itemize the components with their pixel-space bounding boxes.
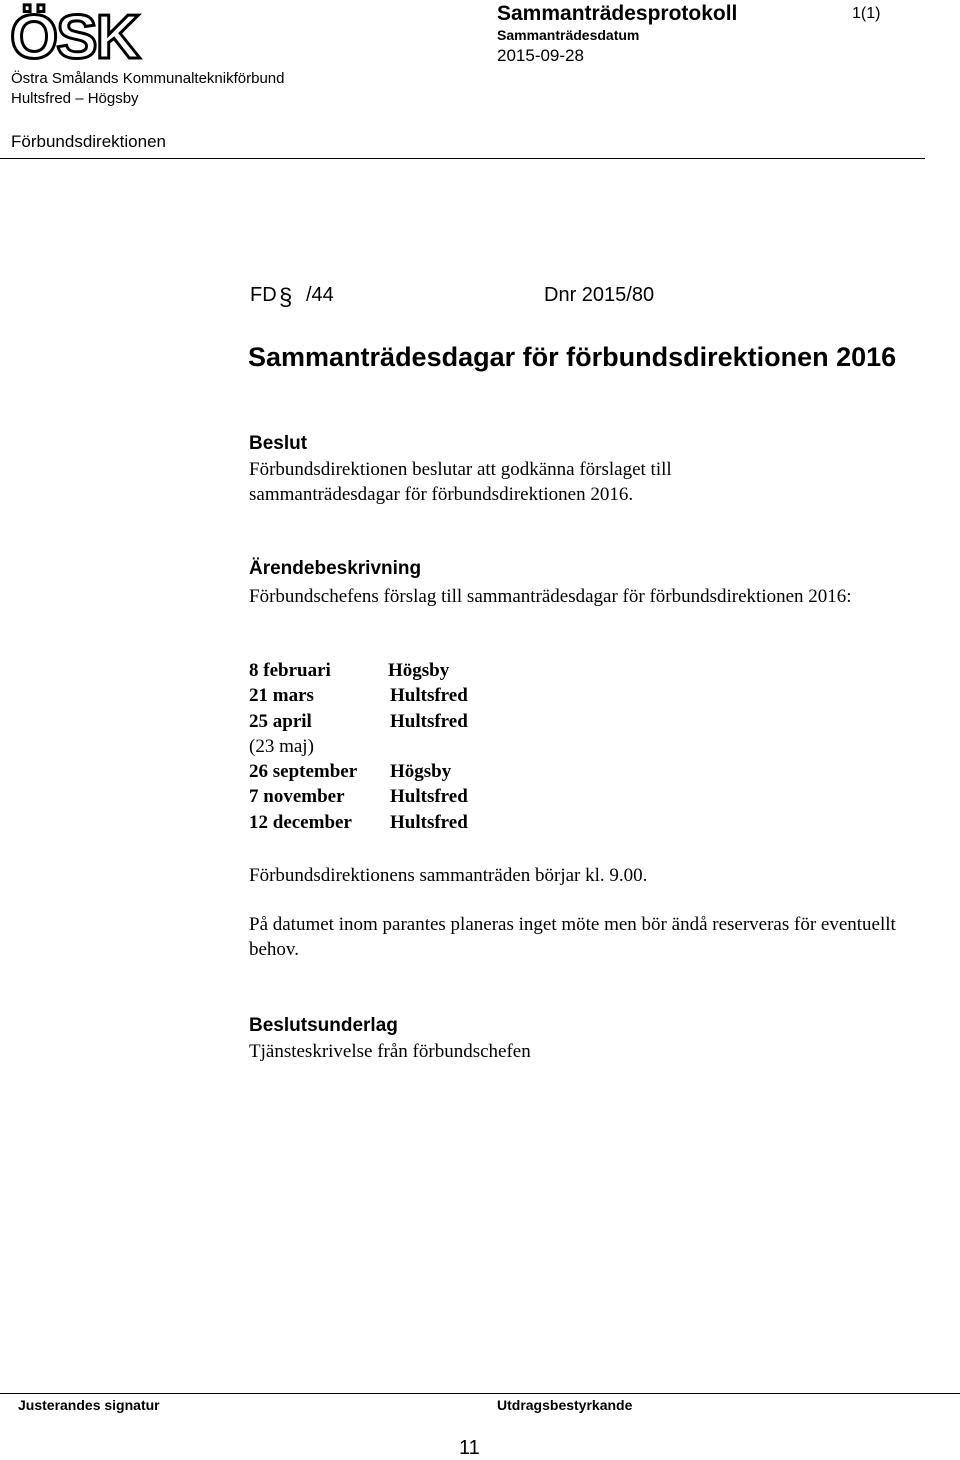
- case-fd: FD: [250, 284, 277, 306]
- osk-logo: [10, 0, 160, 66]
- schedule-date: 25 april: [249, 710, 312, 732]
- schedule-date: 26 september: [249, 761, 358, 783]
- meeting-date: 2015-09-28: [497, 46, 584, 65]
- case-dnr: Dnr 2015/80: [544, 284, 655, 306]
- schedule-place: Hultsfred: [390, 685, 468, 707]
- schedule-place: Högsby: [388, 660, 450, 681]
- description-text: Förbundschefens förslag till sammanträdesdagar för förbundsdirektionen 2016:: [249, 586, 852, 607]
- start-time-note: Förbundsdirektionens sammanträden börjar kl. 9.00.: [249, 865, 648, 886]
- protocol-title: Sammanträdesprotokoll: [497, 2, 738, 25]
- schedule-date: 8 februari: [249, 660, 331, 681]
- reserve-note: På datumet inom parantes planeras inget möte men bör ändå reserveras för eventuellt behov.: [249, 914, 896, 960]
- body-name: Förbundsdirektionen: [11, 132, 166, 151]
- basis-text: Tjänsteskrivelse från förbundschefen: [249, 1041, 531, 1062]
- schedule-place: Hultsfred: [390, 811, 468, 833]
- svg-text:§: §: [279, 284, 293, 311]
- basis-heading: Beslutsunderlag: [249, 1015, 398, 1036]
- extract-label: Utdragsbestyrkande: [497, 1397, 633, 1413]
- decision-heading: Beslut: [249, 433, 308, 454]
- footer-divider: [0, 1393, 960, 1394]
- schedule-date: 21 mars: [249, 685, 314, 707]
- org-towns: Hultsfred – Högsby: [11, 90, 139, 107]
- schedule-date: 7 november: [249, 786, 345, 808]
- schedule-place: Hultsfred: [390, 786, 468, 808]
- description-heading: Ärendebeskrivning: [249, 558, 422, 579]
- section-sign-icon: [276, 283, 296, 313]
- date-label: Sammanträdesdatum: [497, 27, 640, 43]
- page-number: 11: [459, 1437, 480, 1459]
- signature-label: Justerandes signatur: [18, 1397, 160, 1413]
- case-number: /44: [306, 284, 334, 306]
- schedule-date: (23 maj): [249, 735, 314, 757]
- schedule-date: 12 december: [249, 811, 352, 833]
- page-title: Sammanträdesdagar för förbundsdirektionen 2016: [248, 342, 897, 372]
- schedule-place: Hultsfred: [390, 710, 468, 732]
- header-divider: [0, 158, 925, 159]
- logo-text: ÖSK: [10, 3, 139, 66]
- page-count: 1(1): [852, 5, 881, 22]
- schedule-place: Högsby: [390, 761, 452, 783]
- org-name: Östra Smålands Kommunalteknikförbund: [11, 70, 285, 87]
- decision-text: Förbundsdirektionen beslutar att godkänna förslaget till sammanträdesdagar för förbundsdirektionen 2016.: [249, 459, 672, 505]
